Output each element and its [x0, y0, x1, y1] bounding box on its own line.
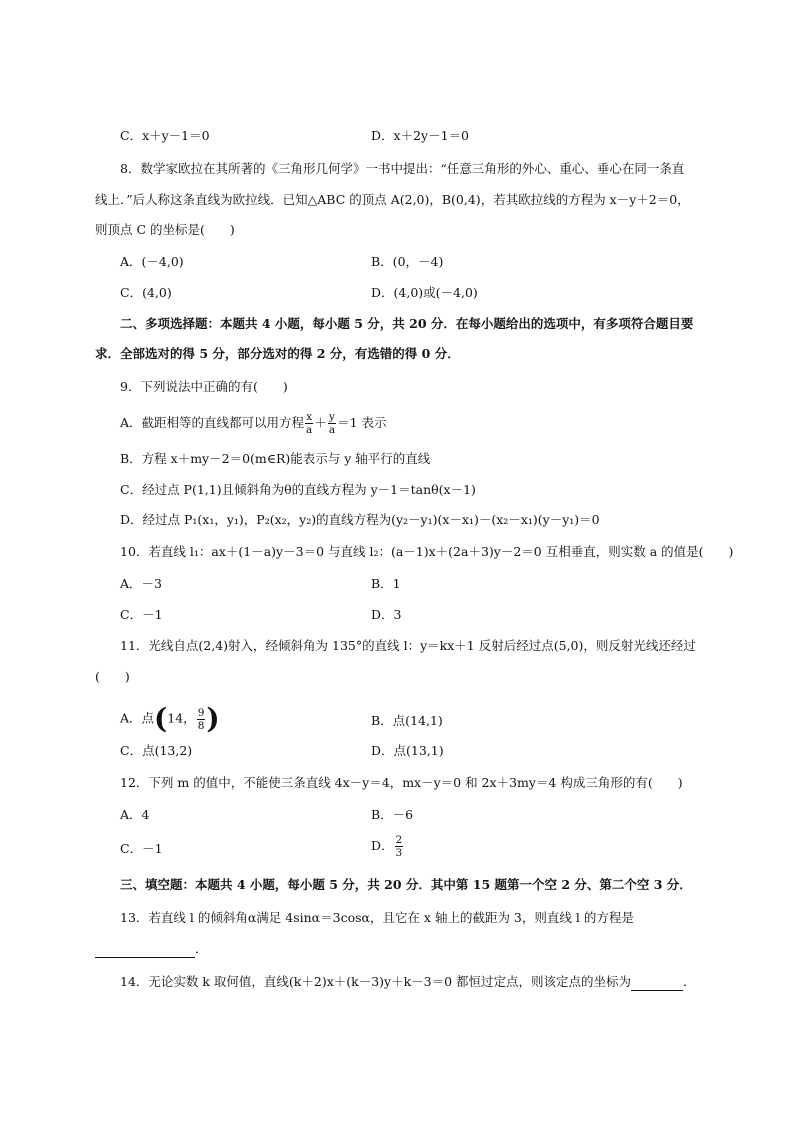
- q10-option-b: B．1: [371, 576, 401, 591]
- q12-option-c: C．－1: [120, 841, 163, 856]
- q8-stem-line3: 则顶点 C 的坐标是( ): [95, 222, 235, 237]
- q8-option-b: B．(0，－4): [371, 254, 444, 269]
- q10-option-c: C．－1: [120, 607, 163, 622]
- q9-option-a-text: A．截距相等的直线都可以用方程: [120, 415, 305, 430]
- q14-period: ．: [683, 974, 696, 989]
- q8-stem-line2: 线上．”后人称这条直线为欧拉线．已知△ABC 的顶点 A(2,0)，B(0,4)，若其欧拉线的方程为 x－y＋2＝0，: [95, 192, 690, 207]
- fraction-numerator: 9: [197, 706, 205, 719]
- fraction-numerator: x: [306, 411, 313, 423]
- section2-heading-line1: 二、多项选择题：本题共 4 小题，每小题 5 分，共 20 分．在每小题给出的选项中，有多项符合题目要: [120, 316, 694, 331]
- point-x: 14，: [167, 710, 196, 726]
- q9-option-c: C．经过点 P(1,1)且倾斜角为θ的直线方程为 y－1＝tanθ(x－1): [120, 482, 476, 497]
- plus-sign: ＋: [314, 415, 327, 430]
- fraction-denominator: 8: [197, 719, 205, 732]
- fraction-numerator: 2: [395, 834, 403, 846]
- right-paren: ): [206, 702, 220, 735]
- q13-answer-blank[interactable]: [95, 943, 195, 958]
- q12-option-d: [371, 834, 404, 859]
- q12-option-a: A．4: [120, 807, 150, 822]
- fraction-denominator: a: [306, 424, 313, 436]
- q9-fraction-x-over-a: [305, 411, 313, 436]
- fraction-denominator: a: [328, 424, 336, 436]
- left-paren: (: [154, 702, 168, 735]
- section2-heading-line2: 求．全部选对的得 5 分，部分选对的得 2 分，有选错的得 0 分．: [95, 346, 460, 361]
- q9-option-a: [120, 411, 387, 436]
- fraction-numerator: y: [328, 411, 335, 423]
- q12-fraction: [395, 834, 404, 859]
- q12-stem: 12．下列 m 的值中，不能使三条直线 4x－y＝4，mx－y＝0 和 2x＋3my＝4 构成三角形的有( ): [120, 775, 683, 790]
- q11-option-a-text: A．点: [120, 710, 155, 726]
- q8-option-a: A．(－4,0): [120, 254, 184, 269]
- q11-fraction: [197, 707, 206, 732]
- q14-stem: [120, 973, 696, 991]
- q13-period: ．: [195, 941, 208, 956]
- fraction-denominator: 3: [395, 847, 403, 859]
- q9-option-d: D．经过点 P₁(x₁，y₁)，P₂(x₂，y₂)的直线方程为(y₂－y₁)(x－x₁)－(x₂－x₁)(y－y₁)＝0: [120, 512, 600, 527]
- q8-stem-line1: 8．数学家欧拉在其所著的《三角形几何学》一书中提出：“任意三角形的外心、重心、垂心在同一条直: [120, 161, 685, 176]
- q13-answer-line: [95, 940, 208, 958]
- q11-option-b: B．点(14,1): [371, 713, 443, 728]
- q14-answer-blank[interactable]: [631, 976, 683, 991]
- q9-option-b: B．方程 x＋my－2＝0(m∈R)能表示与 y 轴平行的直线: [120, 451, 431, 466]
- q12-option-b: B．－6: [371, 807, 414, 822]
- q10-option-d: D．3: [371, 607, 402, 622]
- q9-fraction-y-over-a: [328, 411, 336, 436]
- q14-stem-text: 14．无论实数 k 取何值，直线(k＋2)x＋(k－3)y＋k－3＝0 都恒过定点，则该定点的坐标为: [120, 974, 632, 989]
- q9-option-a-tail: ＝1 表示: [337, 415, 387, 430]
- q7-option-c: C．x＋y－1＝0: [120, 128, 210, 143]
- section3-heading: 三、填空题：本题共 4 小题，每小题 5 分，共 20 分．其中第 15 题第一个空 2 分、第二个空 3 分．: [120, 877, 692, 892]
- q9-stem: 9．下列说法中正确的有( ): [120, 379, 288, 394]
- q12-option-d-label: D．: [371, 838, 394, 853]
- q11-stem-line2: ( ): [95, 669, 130, 684]
- q10-option-a: A．－3: [120, 576, 162, 591]
- q10-stem: 10．若直线 l₁：ax＋(1－a)y－3＝0 与直线 l₂：(a－1)x＋(2a＋3)y－2＝0 互相垂直，则实数 a 的值是( ): [120, 544, 734, 559]
- q11-option-a: [120, 702, 220, 735]
- q11-option-d: D．点(13,1): [371, 743, 444, 758]
- q8-option-c: C．(4,0): [120, 285, 172, 300]
- q7-option-d: D．x＋2y－1＝0: [371, 128, 469, 143]
- q13-stem: 13．若直线 l 的倾斜角α满足 4sinα＝3cosα，且它在 x 轴上的截距为 3，则直线 l 的方程是: [120, 910, 634, 925]
- q11-option-c: C．点(13,2): [120, 743, 193, 758]
- q11-stem-line1: 11．光线自点(2,4)射入，经倾斜角为 135°的直线 l：y＝kx＋1 反射后经过点(5,0)，则反射光线还经过: [120, 638, 696, 653]
- q8-option-d: D．(4,0)或(－4,0): [371, 285, 478, 300]
